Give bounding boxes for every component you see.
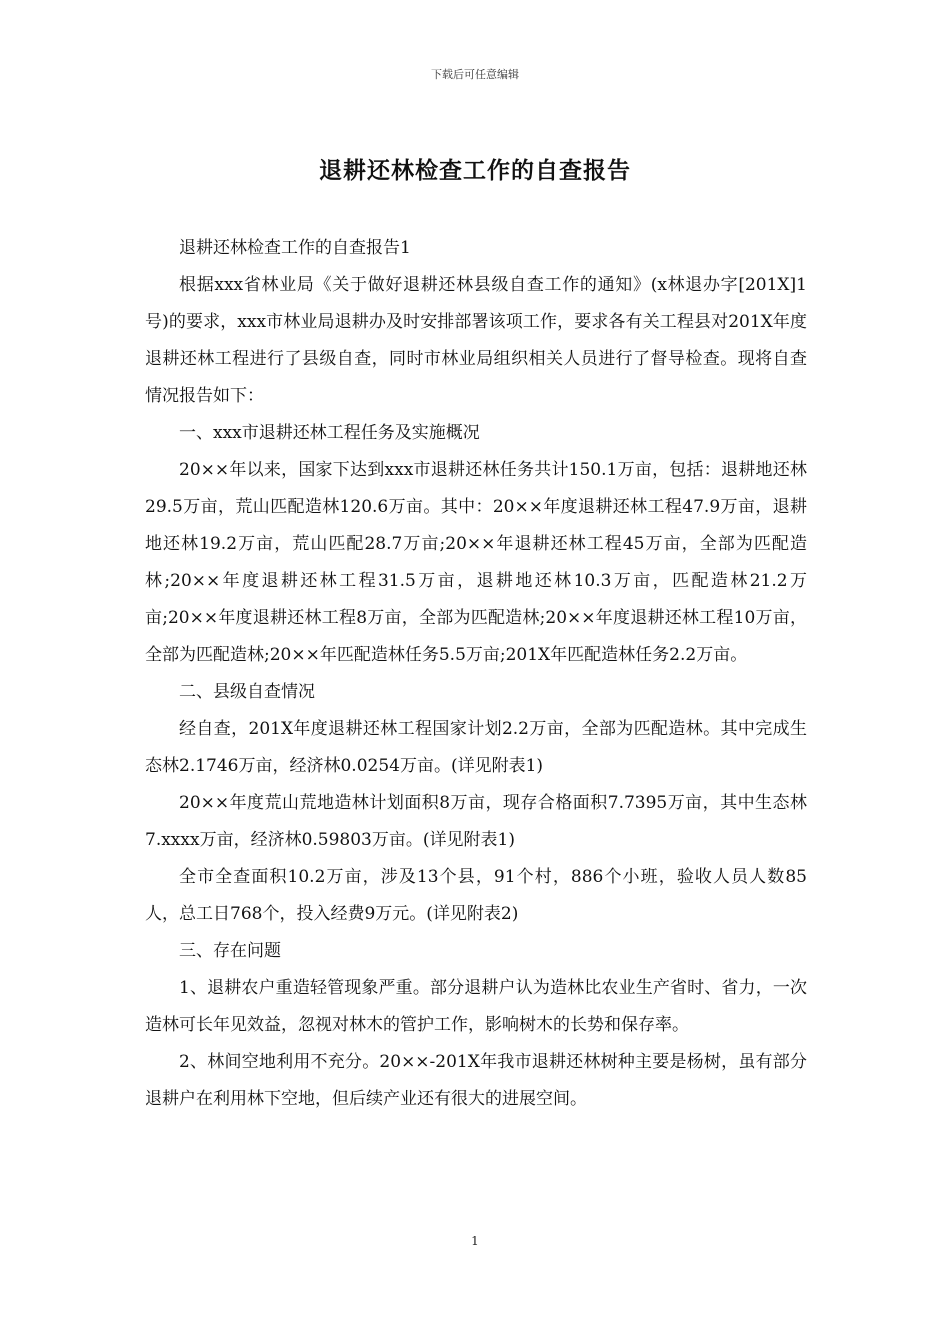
body-paragraph: 20××年度荒山荒地造林计划面积8万亩，现存合格面积7.7395万亩，其中生态林7.xxxx万亩，经济林0.59803万亩。(详见附表1) bbox=[145, 793, 807, 850]
subtitle-paragraph: 退耕还林检查工作的自查报告1 bbox=[179, 238, 411, 258]
body-paragraph: 2、林间空地利用不充分。20××-201X年我市退耕还林树种主要是杨树，虽有部分退耕户在利用林下空地，但后续产业还有很大的进展空间。 bbox=[145, 1052, 807, 1109]
body-paragraph: 20××年以来，国家下达到xxx市退耕还林任务共计150.1万亩，包括：退耕地还林29.5万亩，荒山匹配造林120.6万亩。其中：20××年度退耕还林工程47.9万亩，退耕地还林19.2万亩，荒山匹配28.7万亩;20××年退耕还林工程45万亩，全部为匹配造林;20××年度退耕还林工程31.5万亩，退耕地还林10.3万亩，匹配造林21.2万亩;20××年度退耕还林工程8万亩，全部为匹配造林;20××年度退耕还林工程10万亩，全部为匹配造林;20××年匹配造林任务5.5万亩;201X年匹配造林任务2.2万亩。 bbox=[145, 460, 807, 665]
section-heading: 一、xxx市退耕还林工程任务及实施概况 bbox=[179, 423, 480, 443]
document-body bbox=[145, 230, 807, 1118]
body-paragraph: 全市全查面积10.2万亩，涉及13个县，91个村，886个小班，验收人员人数85人，总工日768个，投入经费9万元。(详见附表2) bbox=[145, 867, 807, 924]
body-paragraph: 1、退耕农户重造轻管现象严重。部分退耕户认为造林比农业生产省时、省力，一次造林可长年见效益，忽视对林木的管护工作，影响树木的长势和保存率。 bbox=[145, 978, 807, 1035]
header-note: 下载后可任意编辑 bbox=[431, 68, 519, 81]
body-paragraph: 经自查，201X年度退耕还林工程国家计划2.2万亩，全部为匹配造林。其中完成生态林2.1746万亩，经济林0.0254万亩。(详见附表1) bbox=[145, 719, 807, 776]
page-number: 1 bbox=[471, 1234, 479, 1248]
document-title: 退耕还林检查工作的自查报告 bbox=[319, 158, 631, 184]
section-heading: 三、存在问题 bbox=[179, 941, 281, 961]
section-heading: 二、县级自查情况 bbox=[179, 682, 315, 702]
body-paragraph: 根据xxx省林业局《关于做好退耕还林县级自查工作的通知》(x林退办字[201X]1号)的要求，xxx市林业局退耕办及时安排部署该项工作，要求各有关工程县对201X年度退耕还林工程进行了县级自查，同时市林业局组织相关人员进行了督导检查。现将自查情况报告如下： bbox=[145, 275, 807, 406]
